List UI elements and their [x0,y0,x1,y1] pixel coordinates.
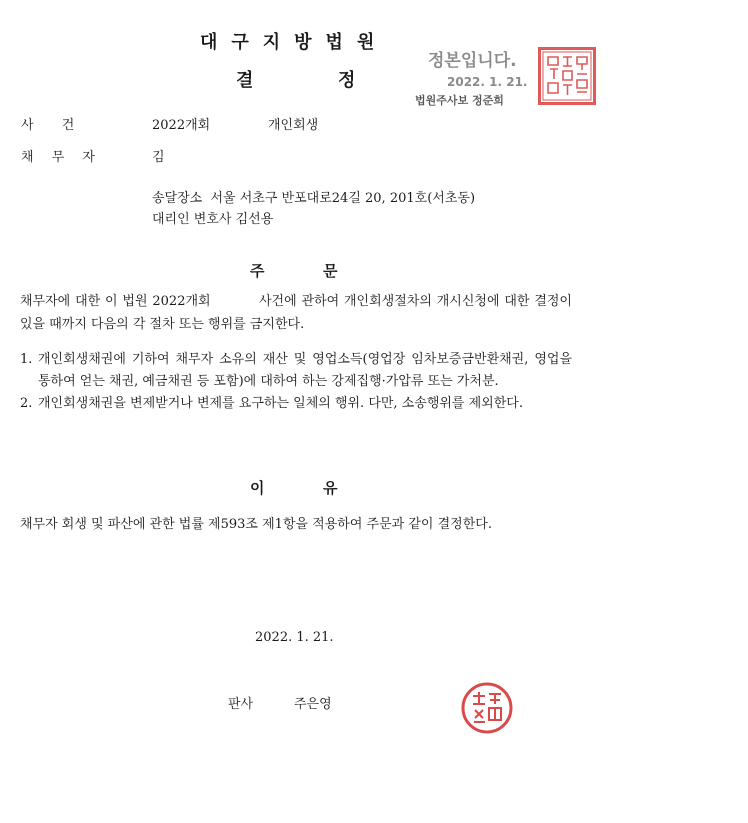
case-name: 개인회생 [268,118,319,133]
order-item [20,349,572,393]
legal-agent: 대리인 변호사 김선용 [152,212,274,227]
service-address: 송달장소 서울 서초구 반포대로24길 20, 201호(서초동) [152,191,476,206]
court-name: 대구지방법원 [200,32,389,53]
reason-text: 채무자 회생 및 파산에 관한 법률 제593조 제1항을 적용하여 주문과 같이 결정한다. [20,517,492,532]
order-paragraph: 채무자에 대한 이 법원 2022개회 사건에 관하여 개인회생절차의 개시신청에 대한 결정이 있을 때까지 다음의 각 절차 또는 행위를 금지한다. [20,294,577,332]
court-seal-icon [538,47,596,105]
judge-seal-icon [461,682,513,734]
reason-heading-left: 이 [250,479,265,497]
certification-date: 2022. 1. 21. [447,75,528,89]
case-label: 사 건 [21,118,75,133]
order-item [20,393,572,415]
judge-name: 주은영 [294,697,332,712]
order-item-number: 1. [20,352,33,367]
debtor-name: 김 [152,150,165,165]
order-item-text: 개인회생채권을 변제받거나 변제를 요구하는 일체의 행위. 다만, 소송행위를 제외한다. [38,396,523,411]
order-list [20,349,572,415]
judge-title: 판사 [228,697,254,712]
order-heading-left: 주 [250,262,265,280]
doc-type-left: 결 [236,70,254,91]
decision-date: 2022. 1. 21. [255,630,334,645]
order-item-number: 2. [20,396,33,411]
order-item-text: 개인회생채권에 기하여 채무자 소유의 재산 및 영업소득(영업장 임차보증금반환채권, 영업을 통하여 얻는 채권, 예금채권 등 포함)에 대하여 하는 강제집행·가압류 또는 가처분. [38,352,572,389]
reason-heading-right: 유 [323,479,338,497]
debtor-label: 채 무 자 [21,150,95,165]
certified-copy-text: 정본입니다. [428,51,517,71]
doc-type-right: 정 [338,70,356,91]
case-number: 2022개회 [152,118,211,133]
court-clerk: 법원주사보 정준희 [415,94,504,107]
order-heading-right: 문 [323,262,338,280]
